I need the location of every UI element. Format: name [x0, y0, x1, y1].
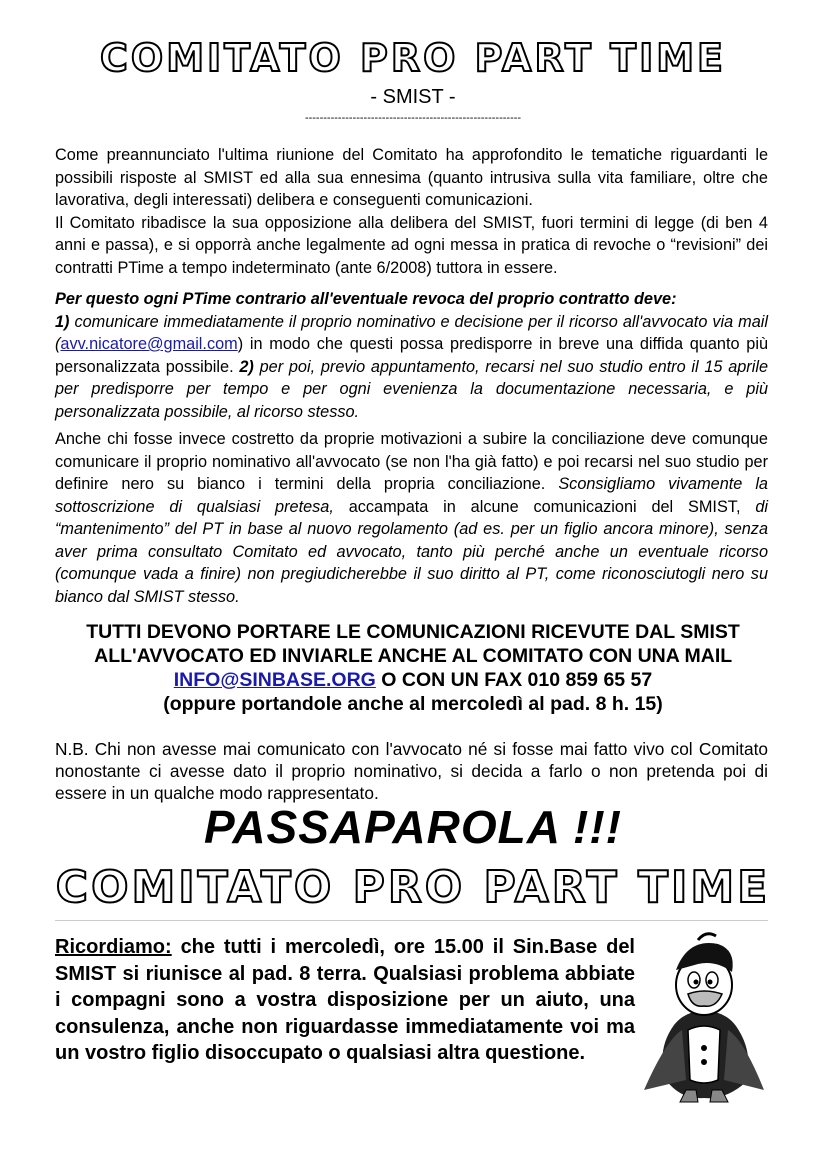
dashed-divider: ----------------------------------------------------------- [304, 112, 522, 124]
section-divider [55, 920, 768, 921]
intro-section [55, 144, 768, 279]
intro-paragraph-1: Come preannunciato l'ultima riunione del Comitato ha approfondito le tematiche riguardanti le possibili risposte al SMIST ed alla sua ennesima (quanto intrusiva sulla vita familiare, oltre che lavorativa, degli interessati) delibera e conseguenti comunicazioni. [55, 146, 768, 209]
conciliation-text-2: accampata in alcune comunicazioni del SMIST, [348, 497, 741, 516]
conciliation-text: Anche chi fosse invece costretto da proprie motivazioni a subire la conciliazione deve comunque comunicare il proprio nominativo all'avvocato (se non l'ha già fatto) e poi recarsi nel suo studio per definire nero su bianco i termini della propria conciliazione. [55, 430, 768, 493]
conciliation-warning: Sconsigliamo vivamente la sottoscrizione di qualsiasi pretesa, [55, 475, 768, 516]
footer-title: COMITATO PRO PART TIME [55, 862, 771, 913]
notice-block [40, 620, 786, 716]
instructions-section [55, 288, 768, 423]
duck-mascot-icon [636, 930, 772, 1104]
step-2-text: per poi, previo appuntamento, recarsi nel suo studio entro il 15 aprile per predisporre per tempo e per ogni evenienza la documentazione necessaria, e più personalizzata possibile, al ricorso stesso. [55, 357, 769, 421]
reminder-lead: Ricordiamo: [55, 936, 172, 958]
nb-paragraph: N.B. Chi non avesse mai comunicato con l'avvocato né si fosse mai fatto vivo col Comitato nonostante ci avesse dato il proprio nominativo, si decida a farlo o non pretenda poi di essere in un qualche modo rappresentato. [55, 739, 768, 803]
notice-line-2: O CON UN FAX 010 859 65 57 [381, 669, 653, 691]
reminder-text: che tutti i mercoledì, ore 15.00 il Sin.Base del SMIST si riunisce al pad. 8 terra. Qualsiasi problema abbiate i compagni sono a vostra disposizione per un aiuto, una consulenza, anche non riguardasse immediatamente voi ma un vostro figlio disoccupato o qualsiasi altra questione. [55, 936, 635, 1064]
step-1-text-a: comunicare immediatamente il proprio nominativo e decisione per il ricorso all'avvocato via mail ( [55, 312, 768, 353]
intro-paragraph-2: Il Comitato ribadisce la sua opposizione alla delibera del SMIST, fuori termini di legge (di ben 4 anni e passa), e si opporrà anche legalmente ad ogni messa in pratica di revoche o “revisioni” dei contratti PTime a tempo indeterminato (ante 6/2008) tuttora in essere. [55, 213, 768, 277]
step-1-number: 1) [55, 312, 70, 331]
instructions-body [55, 311, 768, 424]
instructions-heading: Per questo ogni PTime contrario all'eventuale revoca del proprio contratto deve: [55, 290, 677, 308]
conciliation-paragraph [55, 428, 768, 608]
conciliation-warning-2: di “mantenimento” del PT in base al nuovo regolamento (ad es. per un figlio ancora minore), senza aver prima consultato Comitato ed avvocato, tanto più perché anche un eventuale ricorso (comunque vada a finire) non pregiudicherebbe il suo diritto al PT, come riconosciutogli nero su bianco dal SMIST stesso. [55, 497, 768, 606]
notice-line-3: (oppure portandole anche al mercoledì al pad. 8 h. 15) [163, 693, 663, 715]
step-1-text-b: ) in modo che questi possa predisporre in breve una diffida quanto più personalizzata possibile. [55, 335, 768, 376]
step-2-number: 2) [239, 357, 254, 376]
page-title: COMITATO PRO PART TIME [100, 36, 726, 80]
notice-line-1: TUTTI DEVONO PORTARE LE COMUNICAZIONI RICEVUTE DAL SMIST ALL'AVVOCATO ED INVIARLE ANCHE AL COMITATO CON UNA MAIL [86, 621, 740, 667]
passaparola-heading: PASSAPAROLA !!! [204, 801, 622, 853]
reminder-paragraph [55, 934, 635, 1067]
committee-email-link[interactable]: INFO@SINBASE.ORG [173, 669, 376, 691]
page-subtitle: - SMIST - [370, 86, 456, 108]
lawyer-email-link[interactable]: avv.nicatore@gmail.com [60, 335, 238, 353]
